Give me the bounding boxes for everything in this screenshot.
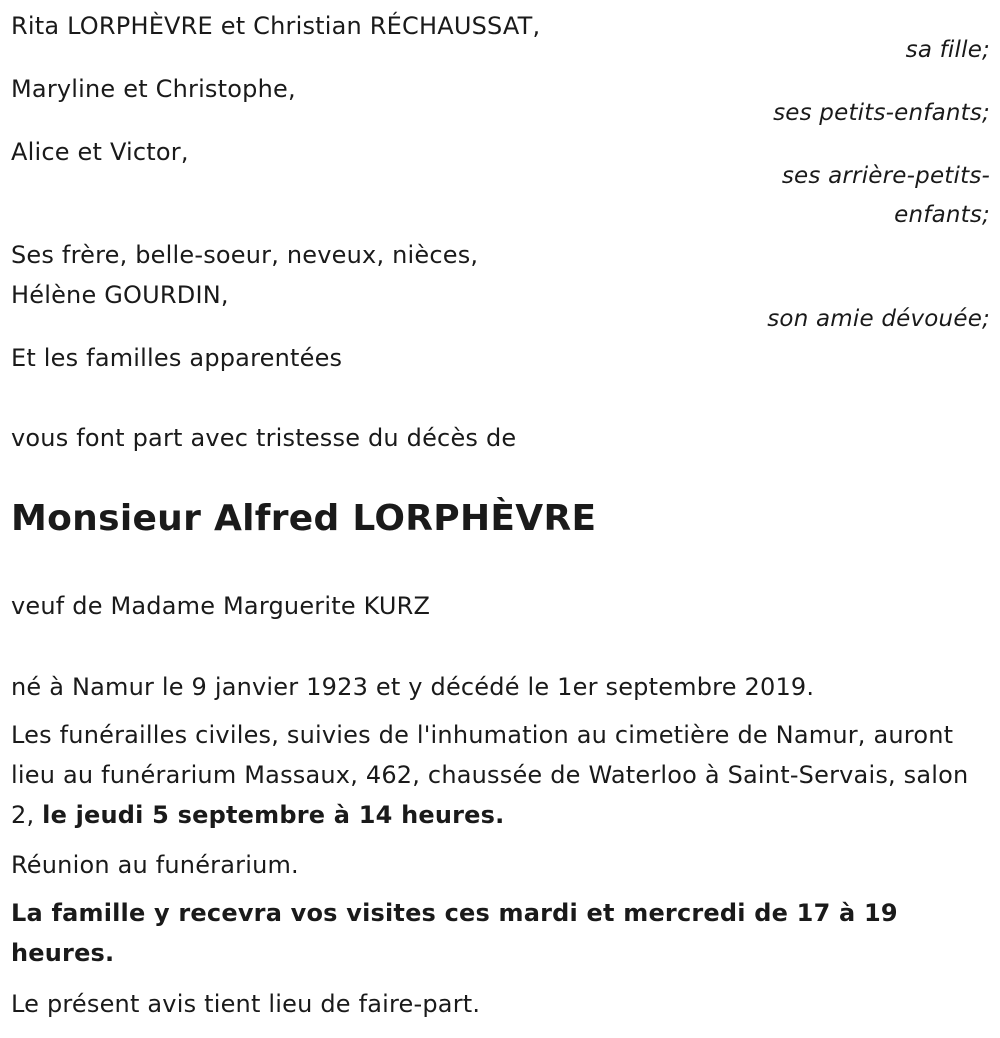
intro-text: vous font part avec tristesse du décès de — [11, 424, 517, 452]
visits-text: La famille y recevra vos visites ces mardi et mercredi de 17 à 19 heures. — [11, 899, 898, 967]
birth-death: né à Namur le 9 janvier 1923 et y décédé le 1er septembre 2019. — [11, 673, 815, 701]
meeting-text: Réunion au funérarium. — [11, 851, 299, 879]
role-great-grandchildren-1: ses arrière-petits- — [781, 163, 990, 189]
role-grandchildren: ses petits-enfants; — [773, 100, 990, 126]
family-line-4: Ses frère, belle-soeur, neveux, nièces, — [11, 241, 479, 269]
family-line-1: Rita LORPHÈVRE et Christian RÉCHAUSSAT, — [11, 12, 541, 40]
role-great-grandchildren-2: enfants; — [894, 202, 990, 228]
notice-text: Le présent avis tient lieu de faire-part. — [11, 990, 481, 1018]
funeral-date: le jeudi 5 septembre à 14 heures. — [42, 801, 505, 829]
family-line-6: Et les familles apparentées — [11, 344, 343, 372]
funeral-paragraph — [11, 715, 986, 835]
family-line-5: Hélène GOURDIN, — [11, 281, 229, 309]
family-line-3: Alice et Victor, — [11, 138, 189, 166]
deceased-name: Monsieur Alfred LORPHÈVRE — [11, 498, 597, 539]
family-line-2: Maryline et Christophe, — [11, 75, 296, 103]
role-friend: son amie dévouée; — [767, 306, 990, 332]
widow-of: veuf de Madame Marguerite KURZ — [11, 592, 431, 620]
role-daughter: sa fille; — [905, 37, 990, 63]
funeral-text: Les funérailles civiles, suivies de l'inhumation au cimetière de Namur, auront lieu au funérarium Massaux, 462, chaussée de Waterloo à Saint-Servais, salon 2, — [11, 721, 969, 829]
